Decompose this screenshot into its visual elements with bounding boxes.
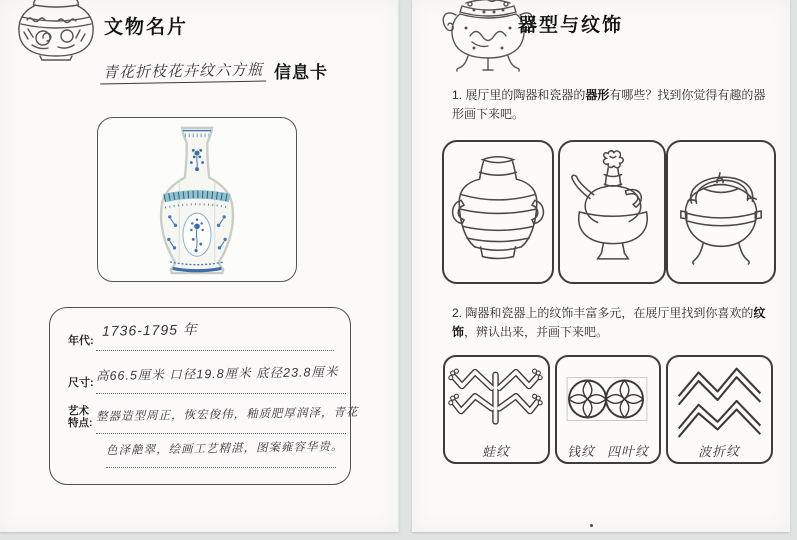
- art-line-1: [95, 405, 359, 434]
- question-1: [452, 86, 776, 124]
- size-line: [96, 364, 346, 394]
- q2-text-post: ，辨认出来，并画下来吧。: [464, 325, 609, 339]
- relic-name-row: [100, 58, 328, 83]
- size-value-handwritten: 高66.5厘米 口径19.8厘米 底径23.8厘米: [95, 364, 339, 384]
- blue-white-vase-photo: [150, 125, 244, 275]
- frog-pattern-sketch: [448, 360, 543, 440]
- era-label: 年代:: [68, 335, 94, 347]
- sketch-box-ewer-in-bowl: [558, 140, 666, 284]
- era-line: [96, 320, 334, 351]
- q2-text-pre: 2. 陶器和瓷器上的纹饰丰富多元，在展厅里找到你喜欢的: [452, 306, 754, 320]
- four-leaf-pattern-label: 四叶纹: [606, 443, 650, 460]
- guan-jar-icon: [14, 0, 98, 62]
- page-shapes-and-patterns: [412, 0, 790, 532]
- info-card-label: 信息卡: [274, 63, 329, 82]
- left-page-title: 文物名片: [104, 17, 189, 38]
- scan-speck: [590, 524, 593, 527]
- relic-photo-frame: [97, 117, 297, 282]
- frog-pattern-label: 蛙纹: [482, 443, 511, 460]
- q1-text-post: 有哪些？找到你觉得有趣的器形画下来吧。: [452, 88, 766, 121]
- relic-info-card: [49, 307, 359, 485]
- q1-text-pre: 1. 展厅里的陶器和瓷器的: [452, 88, 586, 102]
- art-line-2: [105, 439, 344, 468]
- question-2: [452, 304, 776, 342]
- tripod-kettle-sketch: [674, 152, 768, 274]
- two-handled-jar-sketch: [451, 150, 545, 274]
- size-label: 尺寸:: [68, 377, 94, 389]
- wave-pattern-label: 波折纹: [698, 443, 741, 460]
- relic-name-handwritten: 青花折枝花卉纹六方瓶: [100, 59, 266, 85]
- era-value-handwritten: 1736-1795 年: [101, 321, 198, 339]
- q2-bold-term: 纹饰: [452, 306, 766, 339]
- ewer-in-bowl-sketch: [566, 148, 658, 274]
- zigzag-wave-pattern-sketch: [672, 362, 767, 438]
- coin-four-leaf-pattern-sketch: [560, 363, 654, 437]
- sketch-box-two-handled-jar: [442, 140, 554, 284]
- art-label: 艺术 特点:: [68, 405, 93, 429]
- right-page-title: 器型与纹饰: [518, 15, 624, 36]
- coin-four-leaf-labels: [557, 441, 659, 460]
- pattern-box-wave: [666, 355, 773, 464]
- art-value-line2-handwritten: 色泽靘翠，绘画工艺精湛，图案雍容华贵。: [105, 440, 344, 458]
- pattern-box-frog: [443, 355, 550, 464]
- page-relic-card: [0, 0, 399, 532]
- coin-pattern-label: 钱纹: [566, 443, 596, 460]
- sketch-box-tripod-kettle: [666, 140, 776, 284]
- q1-bold-term: 器形: [585, 88, 610, 102]
- pattern-box-coin-four-leaf: [555, 355, 661, 464]
- art-value-line1-handwritten: 整器造型周正，恢宏俊伟，釉质肥厚润泽，青花: [95, 406, 359, 424]
